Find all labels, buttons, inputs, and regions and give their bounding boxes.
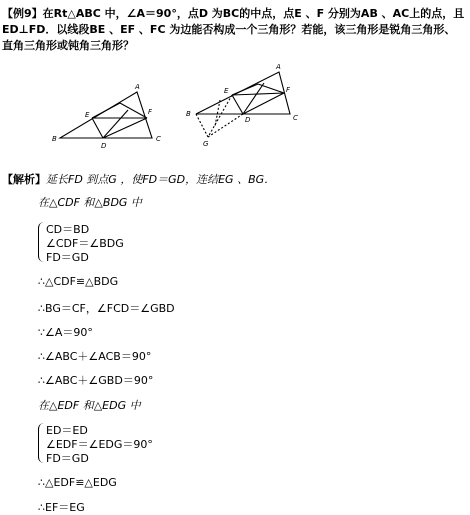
fig1-label-f: F bbox=[148, 108, 153, 116]
system1-row-1: CD＝BD bbox=[46, 223, 90, 236]
segment-ef-2 bbox=[232, 93, 284, 95]
solution-line-5: ∴∠ABC＋∠ACB＝90° bbox=[38, 350, 152, 363]
segment-fd bbox=[103, 118, 147, 138]
fig2-label-d: D bbox=[245, 116, 251, 124]
geometry-figures bbox=[0, 60, 470, 160]
solution-line-6: ∴∠ABC＋∠GBD＝90° bbox=[38, 374, 154, 387]
problem-text: 在Rt△ABC 中，∠A＝90°，点D 为BC的中点，点E 、F 分别为AB 、AC上的点，且ED⊥FD．以线段BE 、EF 、FC 为边能否构成一个三角形？若能，该三角形是锐角三角形、直角三角形或钝角三角形？ bbox=[2, 7, 465, 52]
segment-dg bbox=[208, 114, 243, 137]
segment-bg bbox=[196, 114, 208, 137]
triangle-abc bbox=[60, 92, 152, 138]
fig2-label-a: A bbox=[276, 63, 281, 71]
fig1-label-c: C bbox=[156, 135, 161, 143]
fig2-label-f: F bbox=[286, 86, 291, 94]
system2-row-3: FD＝GD bbox=[46, 452, 89, 465]
solution-line-9: ∴EF＝EG bbox=[38, 501, 85, 514]
solution-line-3: ∴BG＝CF，∠FCD＝∠GBD bbox=[38, 302, 175, 315]
fig2-label-e: E bbox=[224, 87, 229, 95]
problem-statement bbox=[2, 6, 466, 54]
solution-line-1: 在△CDF 和△BDG 中 bbox=[38, 196, 142, 209]
segment-aux-c bbox=[258, 84, 284, 93]
segment-aux-b bbox=[243, 83, 264, 114]
brace-1 bbox=[38, 222, 44, 262]
example-tag: 【例9】 bbox=[2, 7, 43, 20]
figure-1 bbox=[60, 92, 152, 138]
brace-2 bbox=[38, 423, 44, 463]
fig2-label-g: G bbox=[203, 140, 209, 148]
fig1-label-b: B bbox=[52, 135, 57, 143]
solution-line-2: ∴△CDF≌△BDG bbox=[38, 275, 119, 288]
fig1-label-d: D bbox=[101, 142, 107, 150]
system1-row-2: ∠CDF＝∠BDG bbox=[46, 237, 124, 250]
segment-aux-a bbox=[232, 84, 258, 95]
system1-row-3: FD＝GD bbox=[46, 251, 89, 264]
fig2-label-b: B bbox=[186, 110, 191, 118]
solution-line-4: ∵∠A＝90° bbox=[38, 326, 93, 339]
segment-aux-1 bbox=[92, 103, 120, 118]
segment-ed-2 bbox=[232, 95, 243, 114]
figure-2 bbox=[196, 72, 290, 137]
solution-line-7: 在△EDF 和△EDG 中 bbox=[38, 399, 141, 412]
segment-aux-2 bbox=[103, 110, 128, 138]
fig1-label-a: A bbox=[135, 83, 140, 91]
solution-tag: 【解析】 bbox=[2, 173, 46, 186]
segment-fd-2 bbox=[243, 93, 284, 114]
solution-line-8: ∴△EDF≌△EDG bbox=[38, 476, 117, 489]
solution-intro: 延长FD 到点G ，使FD＝GD，连结EG 、BG． bbox=[46, 173, 276, 186]
fig2-label-c: C bbox=[293, 114, 298, 122]
system2-row-1: ED＝ED bbox=[46, 424, 88, 437]
solution-heading bbox=[2, 171, 275, 187]
segment-ed bbox=[92, 118, 103, 138]
fig1-label-e: E bbox=[85, 111, 90, 119]
system2-row-2: ∠EDF＝∠EDG＝90° bbox=[46, 438, 153, 451]
